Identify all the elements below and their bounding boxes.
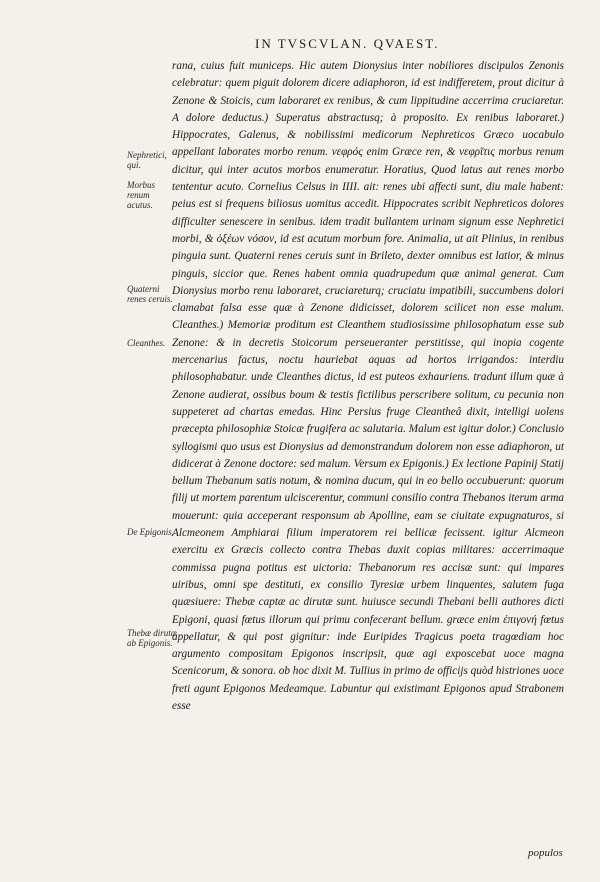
commentary-text: rana, cuius fuit municeps. Hic autem Dionysius inter nobiliores discipulos Zenonis celebratur: quem piguit dolorem dicere adiaphoron, id est indifferetem, prout dicitur à Zenone & Stoicis, cum laboraret ex renibus, & cum lippitudine accerrima cruciaretur. A dolore deductus.) Superatus abstractusq; à proposito. Ex renibus laboraret.) Hippocrates, Galenus, & nobilissimi medicorum Nephreticos Græco uocabulo appellant laborates morbo renum. νεφρός enim Græce ren, & νεφρῖτις morbus renum dicitur, qui inter acutos morbos enumeratur. Horatius, Quod latus aut renes morbo tententur acuto. Cornelius Celsus in IIII. ait: renes ubi affecti sunt, diu male habent: peius est si frequens biliosus uomitus accedit. Hippocrates scribit Nephreticos dolores difficulter senescere in senibus. idem tradit bullantem urinam signum esse Nephretici morbi, & ὀξέων νόσον, id est acutum morbum fore. Animalia, ut ait Plinius, in renibus pinguia sunt. Quaterni renes ceruis sunt in Brileto, dexter omnibus est latior, & minus pinguis, siccior que. Renes habent omnia quadrupedum quæ animal generat. Cum Dionysius morbo renu laboraret, cruciareturq; cruciatu impatibili, succumbens dolori clamabat falsa esse quæ à Zenone didicisset, dolorem scilicet non esse malum. Cleanthes.) Memoriæ proditum est Cleanthem studiosissime philosophatum esse sub Zenone: & in decretis Stoicorum perseueranter perstitisse, qui inopia cogente mercenarius factus, noctu hauriebat aquas ad hortos irrigandos: interdiu philosophabatur. unde Cleanthes dictus, id est puteos exhauriens. tradunt illum quæ à Zenone audierat, ossibus boum & testis fictilibus perscribere solitum, cu pecunia non suppeteret ad chartas emedas. Hinc Persius fruge Cleantheâ dixit, intelligi uolens præcepta philosophiæ Stoicæ frugifera ac salutaria. Malum est igitur dolor.) Conclusio syllogismi quo usus est Dionysius ad demonstrandum dolorem non esse adiaphoron, ut didicerat à Zenone doctore: sed malum. Versum ex Epigonis.) Ex lectione Papinij Statij bellum Thebanum satis notum, & nomina ducum, qui in eo bello occubuerunt: quorum filij ut mortem parentum ulciscerentur, communi consilio contra Thebanos iterum arma mouerunt: quia acceperant responsum ab Apolline, eam se ciuitate expugnaturos, si Alcmeonem Amphiarai filium imperatorem rei bellicæ fecissent. igitur Alcmeon exercitu ex Græcis collecto contra Thebas duxit copias militares: accerrimaque commissa pugna potitus est uictoria: Thebanorum res accisæ sunt: qui impares uiribus, omni spe destituti, ex consilio Tyresiæ urbem linquentes, salutem fuga quæsiuere: Thebæ captæ ac dirutæ sunt. huiusce secundi Thebani belli authores dicti Epigoni, quasi fœtus illorum qui primu confecerant bellum. græce enim ἐπιγονή fœtus appellatur, & qui post gignitur: inde Euripides Tragicus poeta tragœdiam hoc argumento compositam Epigonos inscripsit, quæ agi exposcebat uoce magna Scenicorum, & sonora. ob hoc dixit M. Tullius in primo de officijs quòd histriones uoce freti agunt Epigonos Medeamque. Labuntur qui existimant Epigonos apud Strabonem esse bbox=[172, 60, 564, 712]
catchword: populos bbox=[528, 847, 563, 859]
margin-note-quaterni: Quaterni renes ceruis. bbox=[127, 284, 173, 304]
running-header: IN TVSCVLAN. QVAEST. bbox=[255, 36, 440, 51]
margin-note-morbus: Morbus renum acutus. bbox=[127, 180, 156, 210]
margin-note-cleanthes: Cleanthes. bbox=[127, 338, 166, 348]
margin-note-nephretici: Nephretici, qui. bbox=[127, 150, 167, 170]
margin-note-thebae: Thebæ dirutæ ab Epigonis. bbox=[127, 628, 177, 648]
margin-note-epigonis: De Epigonis. bbox=[127, 527, 174, 537]
main-text-block bbox=[172, 58, 564, 715]
